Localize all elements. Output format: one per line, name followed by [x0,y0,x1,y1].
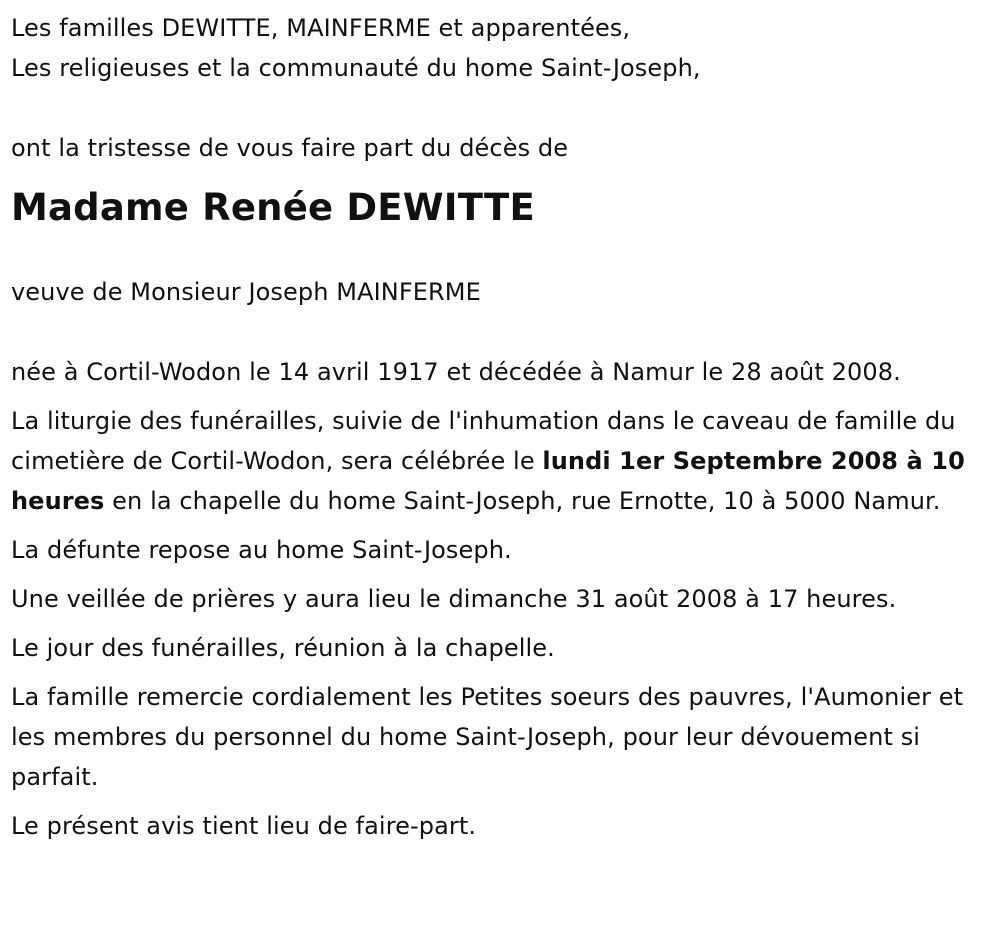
deceased-name: Madame Renée DEWITTE [11,186,535,229]
spacer [11,88,986,128]
spacer [11,312,986,352]
families-line: Les familles DEWITTE, MAINFERME et apparentées, [11,14,631,42]
community-line: Les religieuses et la communauté du home Saint-Joseph, [11,54,701,82]
spacer [11,232,986,272]
liturgy-paragraph [11,401,986,521]
vigil-line: Une veillée de prières y aura lieu le dimanche 31 août 2008 à 17 heures. [11,585,897,613]
thanks-paragraph: La famille remercie cordialement les Petites soeurs des pauvres, l'Aumonier et les membres du personnel du home Saint-Joseph, pour leur dévouement si parfait. [11,683,964,791]
widow-line: veuve de Monsieur Joseph MAINFERME [11,278,481,306]
funeral-day-line: Le jour des funérailles, réunion à la chapelle. [11,634,555,662]
liturgy-text-after: en la chapelle du home Saint-Joseph, rue Ernotte, 10 à 5000 Namur. [104,487,941,515]
intro-line: ont la tristesse de vous faire part du décès de [11,134,569,162]
rest-line: La défunte repose au home Saint-Joseph. [11,536,512,564]
death-notice [11,8,986,846]
notice-line: Le présent avis tient lieu de faire-part. [11,812,477,840]
liturgy-date-time: lundi 1er Septembre 2008 à 10 heures [11,447,965,515]
birth-death-line: née à Cortil-Wodon le 14 avril 1917 et décédée à Namur le 28 août 2008. [11,358,901,386]
liturgy-text-before: La liturgie des funérailles, suivie de l'inhumation dans le caveau de famille du cimetière de Cortil-Wodon, sera célébrée le [11,407,956,475]
